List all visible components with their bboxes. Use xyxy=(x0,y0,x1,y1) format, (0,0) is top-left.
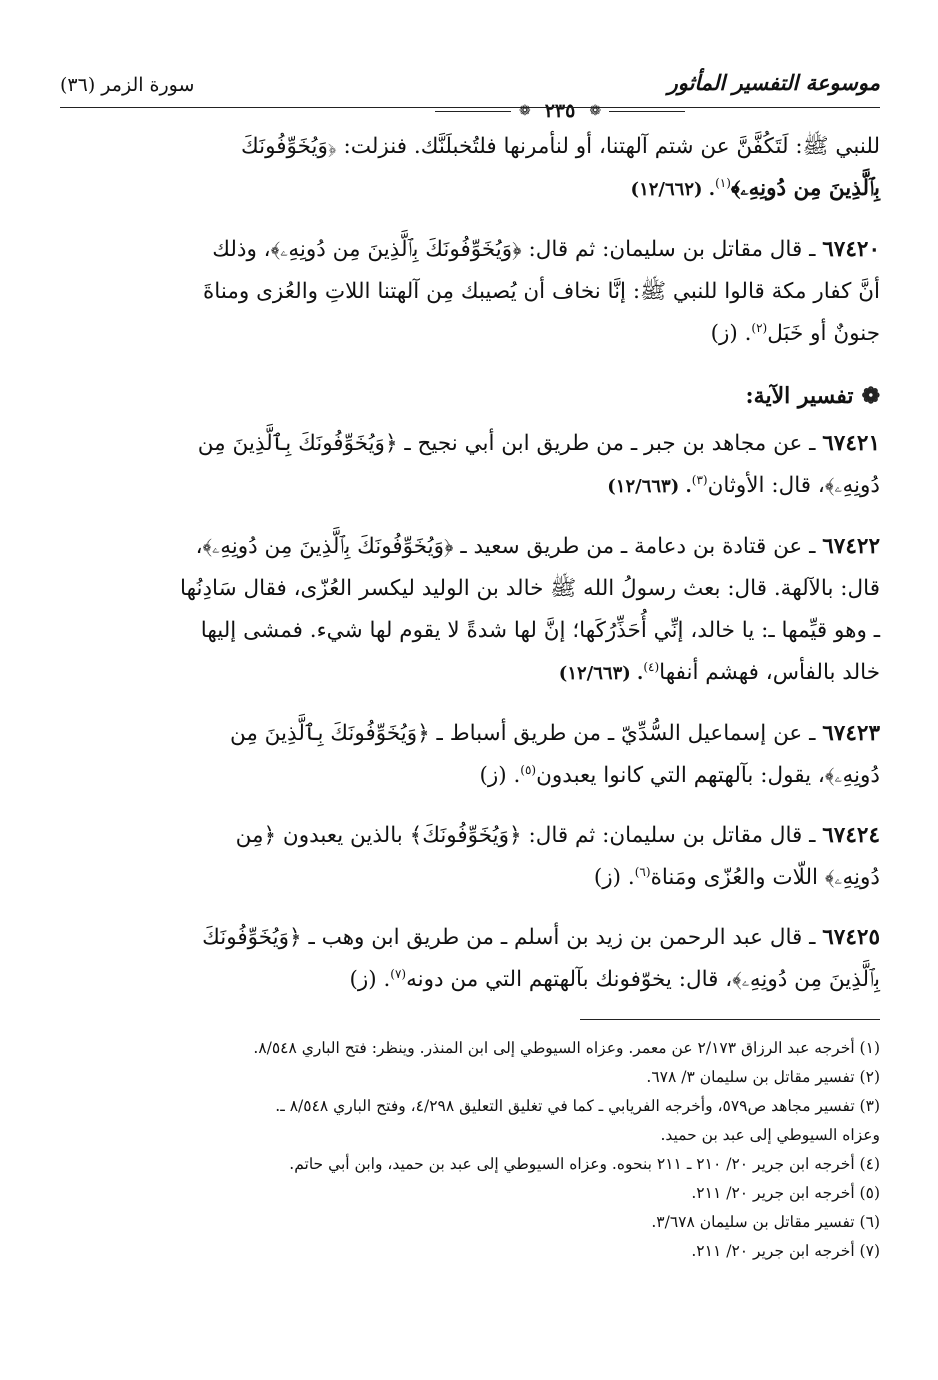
footnote-marker: (٦) xyxy=(634,864,651,879)
text-line xyxy=(60,917,880,959)
footnote-marker: (٢) xyxy=(751,320,768,335)
text-line xyxy=(60,959,880,1001)
narration-text: بِٱلَّذِينَ مِن دُونِهِۦ﴾، قال: يخوّفونك بآلهتهم التي من دونه xyxy=(406,967,880,992)
main-text xyxy=(60,126,880,1266)
footnote: (٧) أخرجه ابن جرير ٢٠/ ٢١١. xyxy=(691,1242,880,1260)
footnote: (٦) تفسير مقاتل بن سليمان ٣/٦٧٨. xyxy=(651,1213,880,1231)
footnote-marker: (٤) xyxy=(643,659,660,674)
text-line xyxy=(60,168,880,211)
footnote-marker: (٧) xyxy=(390,966,407,981)
quran-quote: بِٱلَّذِينَ مِن دُونِهِۦ﴾ xyxy=(730,176,880,201)
book-title: موسوعة التفسير المأثور xyxy=(667,70,880,95)
narration-number: ٦٧٤٢٢ xyxy=(822,534,880,559)
flower-icon: ❁ xyxy=(861,383,880,409)
narration-67422 xyxy=(60,526,880,695)
narration-text: خالد بالفأس، فهشم أنفها xyxy=(659,660,880,685)
text-line xyxy=(60,423,880,465)
intro-paragraph xyxy=(60,126,880,211)
page-number-group xyxy=(435,100,685,122)
source-tag: . (ز) xyxy=(593,865,635,890)
text-line xyxy=(60,229,880,271)
section-title-text: تفسير الآية: xyxy=(745,383,854,409)
narration-67424 xyxy=(60,815,880,899)
footnote-marker: (١) xyxy=(715,175,731,190)
narration-number: ٦٧٤٢١ xyxy=(822,431,880,456)
narration-text: ـ عن مجاهد بن جبر ـ من طريق ابن أبي نجيح ـ ﴿وَيُخَوِّفُونَكَ بِٱلَّذِينَ مِن xyxy=(197,431,816,456)
text-line xyxy=(60,652,880,695)
ornament-icon: ❁ xyxy=(518,103,531,119)
text-line xyxy=(60,313,880,355)
footnote-rule xyxy=(580,1019,880,1020)
footnote: (٤) أخرجه ابن جرير ٢٠/ ٢١٠ ـ ٢١١ بنحوه. وعزاه السيوطي إلى عبد بن حميد، وابن أبي حاتم. xyxy=(289,1155,880,1173)
footnote-marker: (٥) xyxy=(520,762,537,777)
divider xyxy=(435,111,511,112)
volume-reference: . (١٢/٦٦٢) xyxy=(630,179,716,200)
source-tag: . (ز) xyxy=(479,763,521,788)
text-line xyxy=(60,526,880,568)
narration-text: ـ قال مقاتل بن سليمان: ثم قال: ﴿وَيُخَوِّفُونَكَ بِٱلَّذِينَ مِن دُونِهِۦ﴾، وذلك xyxy=(212,237,816,262)
footnote: (٢) تفسير مقاتل بن سليمان ٣/ ٦٧٨. xyxy=(646,1068,880,1086)
narration-text: دُونِهِۦ﴾ اللّات والعُزّى ومَناة xyxy=(650,865,880,890)
text-line xyxy=(60,713,880,755)
footnote: (٥) أخرجه ابن جرير ٢٠/ ٢١١. xyxy=(691,1184,880,1202)
text-line xyxy=(60,815,880,857)
narration-67425 xyxy=(60,917,880,1001)
narration-text: ـ قال عبد الرحمن بن زيد بن أسلم ـ من طريق ابن وهب ـ ﴿وَيُخَوِّفُونَكَ xyxy=(202,925,816,950)
narration-number: ٦٧٤٢٥ xyxy=(822,925,880,950)
footnote-continuation: وعزاه السيوطي إلى عبد بن حميد. xyxy=(660,1126,880,1144)
narration-text: ـ قال مقاتل بن سليمان: ثم قال: ﴿وَيُخَوِّفُونَكَ﴾ بالذين يعبدون ﴿مِن xyxy=(235,823,816,848)
text-line: ـ وهو قيِّمها ـ: يا خالد، إنِّي أُحَذِّرُكَها؛ إنَّ لها شدةً لا يقوم لها شيء. فمشى إليها xyxy=(200,618,880,643)
ornament-icon: ❁ xyxy=(589,103,602,119)
page-number: ٢٣٥ xyxy=(544,100,576,122)
section-heading xyxy=(60,383,880,409)
narration-67421 xyxy=(60,423,880,508)
narration-text: جنونٌ أو خَبَل xyxy=(767,321,880,346)
page-header xyxy=(60,60,880,122)
surah-label: سورة الزمر (٣٦) xyxy=(60,74,195,96)
narration-67423 xyxy=(60,713,880,797)
footnotes xyxy=(60,1034,880,1266)
text-line xyxy=(60,755,880,797)
text-line xyxy=(60,857,880,899)
narration-text: دُونِهِۦ﴾، قال: الأوثان xyxy=(707,473,880,498)
source-tag: . (ز) xyxy=(710,321,752,346)
volume-reference: . (١٢/٦٦٣) xyxy=(558,663,644,684)
footnote: (٣) تفسير مجاهد ص٥٧٩، وأخرجه الفريابي ـ كما في تغليق التعليق ٤/٢٩٨، وفتح الباري ٨/٥٤٨ ـ. xyxy=(275,1097,880,1115)
narration-number: ٦٧٤٢٣ xyxy=(822,721,880,746)
header-rule xyxy=(60,107,880,108)
narration-number: ٦٧٤٢٠ xyxy=(822,237,880,262)
narration-text: دُونِهِۦ﴾، يقول: بآلهتهم التي كانوا يعبدون xyxy=(536,763,880,788)
text-line xyxy=(60,465,880,508)
footnote: (١) أخرجه عبد الرزاق ٢/١٧٣ عن معمر. وعزاه السيوطي إلى ابن المنذر. وينظر: فتح الباري ٨/٥٤٨. xyxy=(253,1039,880,1057)
text-line: أنَّ كفار مكة قالوا للنبي ﷺ: إنَّا نخاف أن يُصيبك مِن آلهتنا اللاتِ والعُزى ومناةَ xyxy=(203,279,880,304)
page xyxy=(60,60,880,1266)
narration-text: ـ عن قتادة بن دعامة ـ من طريق سعيد ـ ﴿وَيُخَوِّفُونَكَ بِٱلَّذِينَ مِن دُونِهِۦ﴾، xyxy=(195,534,816,559)
narration-number: ٦٧٤٢٤ xyxy=(822,823,880,848)
narration-text: ـ عن إسماعيل السُّدِّيّ ـ من طريق أسباط ـ ﴿وَيُخَوِّفُونَكَ بِٱلَّذِينَ مِن xyxy=(229,721,816,746)
text-line: للنبي ﷺ: لَتَكُفَّنَّ عن شتم آلهتنا، أو لنأمرنها فلتُخبلَنَّك. فنزلت: ﴿وَيُخَوِّفُونَكَ xyxy=(241,134,880,159)
source-tag: . (ز) xyxy=(349,967,391,992)
divider xyxy=(609,111,685,112)
text-line: قال: بالآلهة. قال: بعث رسولُ الله ﷺ خالد بن الوليد ليكسر العُزّى، فقال سَادِنُها xyxy=(180,576,880,601)
volume-reference: . (١٢/٦٦٣) xyxy=(607,476,692,497)
narration-67420 xyxy=(60,229,880,355)
footnote-marker: (٣) xyxy=(691,472,708,487)
